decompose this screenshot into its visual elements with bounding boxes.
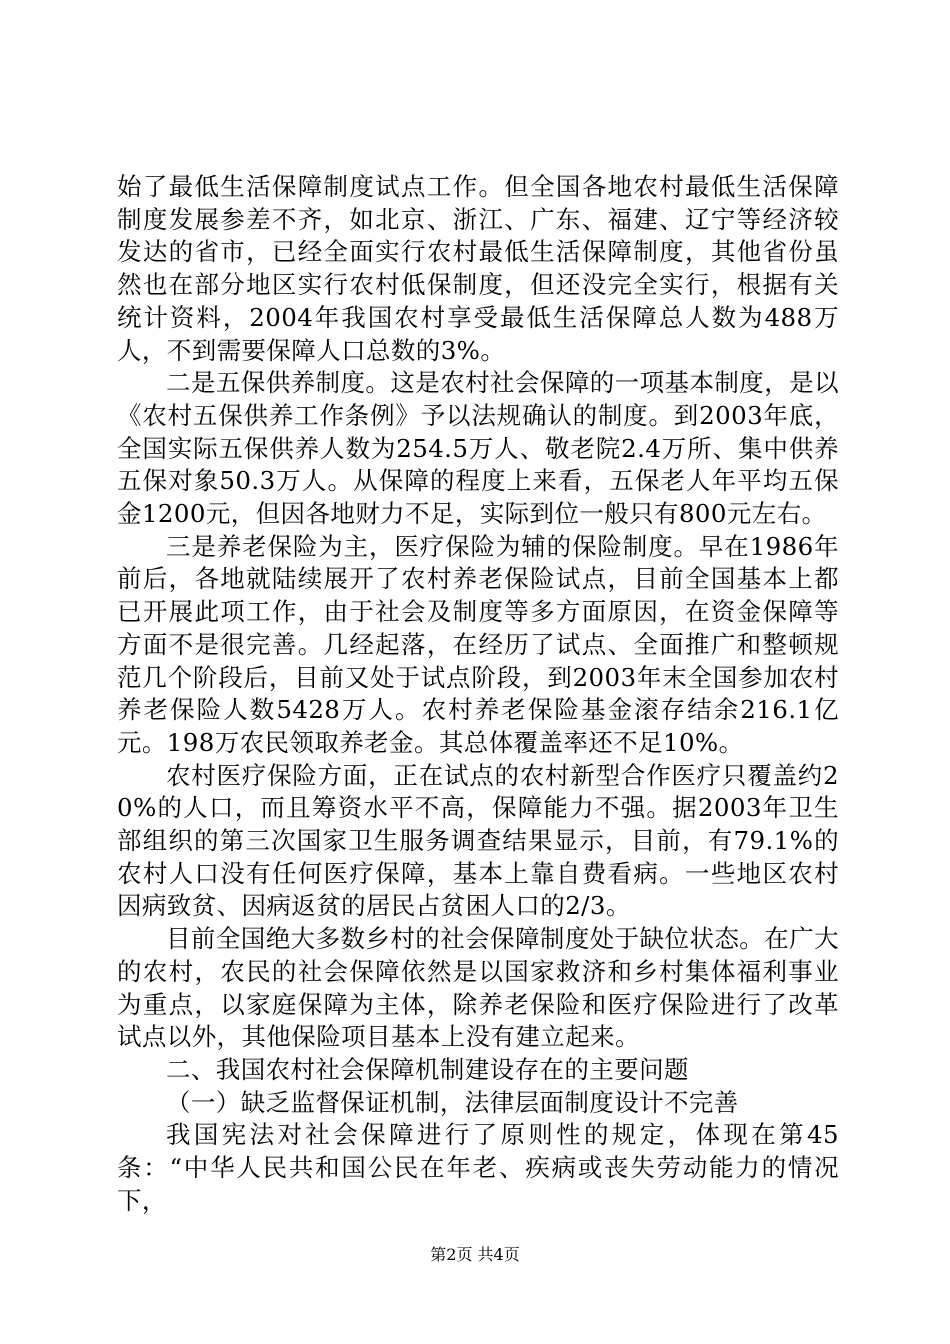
- page-number-footer: 第2页 共4页: [430, 1245, 520, 1264]
- paragraph-4: 农村医疗保险方面，正在试点的农村新型合作医疗只覆盖约20%的人口，而且筹资水平不高，保障能力不强。据2003年卫生部组织的第三次国家卫生服务调查结果显示，目前，有79.1%的农村人口没有任何医疗保障，基本上靠自费看病。一些地区农村因病致贫、因病返贫的居民占贫困人口的2/3。: [117, 760, 839, 921]
- document-body: [117, 171, 839, 1218]
- section-heading: 二、我国农村社会保障机制建设存在的主要问题: [166, 1054, 689, 1084]
- paragraph-6: 我国宪法对社会保障进行了原则性的规定，体现在第45条：“中华人民共和国公民在年老、疾病或丧失劳动能力的情况下，: [117, 1120, 839, 1215]
- paragraph-1: 始了最低生活保障制度试点工作。但全国各地农村最低生活保障制度发展参差不齐，如北京、浙江、广东、福建、辽宁等经济较发达的省市，已经全面实行农村最低生活保障制度，其他省份虽然也在部分地区实行农村低保制度，但还没完全实行，根据有关统计资料，2004年我国农村享受最低生活保障总人数为488万人，不到需要保障人口总数的3%。: [117, 172, 839, 365]
- paragraph-2: 二是五保供养制度。这是农村社会保障的一项基本制度，是以《农村五保供养工作条例》予以法规确认的制度。到2003年底，全国实际五保供养人数为254.5万人、敬老院2.4万所、集中供养五保对象50.3万人。从保障的程度上来看，五保老人年平均五保金1200元，但因各地财力不足，实际到位一般只有800元左右。: [117, 368, 839, 529]
- subsection-heading: （一）缺乏监督保证机制，法律层面制度设计不完善: [166, 1087, 739, 1117]
- paragraph-3: 三是养老保险为主，医疗保险为辅的保险制度。早在1986年前后，各地就陆续展开了农村养老保险试点，目前全国基本上都已开展此项工作，由于社会及制度等多方面原因，在资金保障等方面不是很完善。几经起落，在经历了试点、全面推广和整顿规范几个阶段后，目前又处于试点阶段，到2003年末全国参加农村养老保险人数5428万人。农村养老保险基金滚存结余216.1亿元。198万农民领取养老金。其总体覆盖率还不足10%。: [117, 531, 839, 757]
- paragraph-5: 目前全国绝大多数乡村的社会保障制度处于缺位状态。在广大的农村，农民的社会保障依然是以国家救济和乡村集体福利事业为重点，以家庭保障为主体，除养老保险和医疗保险进行了改革试点以外，其他保险项目基本上没有建立起来。: [117, 924, 839, 1052]
